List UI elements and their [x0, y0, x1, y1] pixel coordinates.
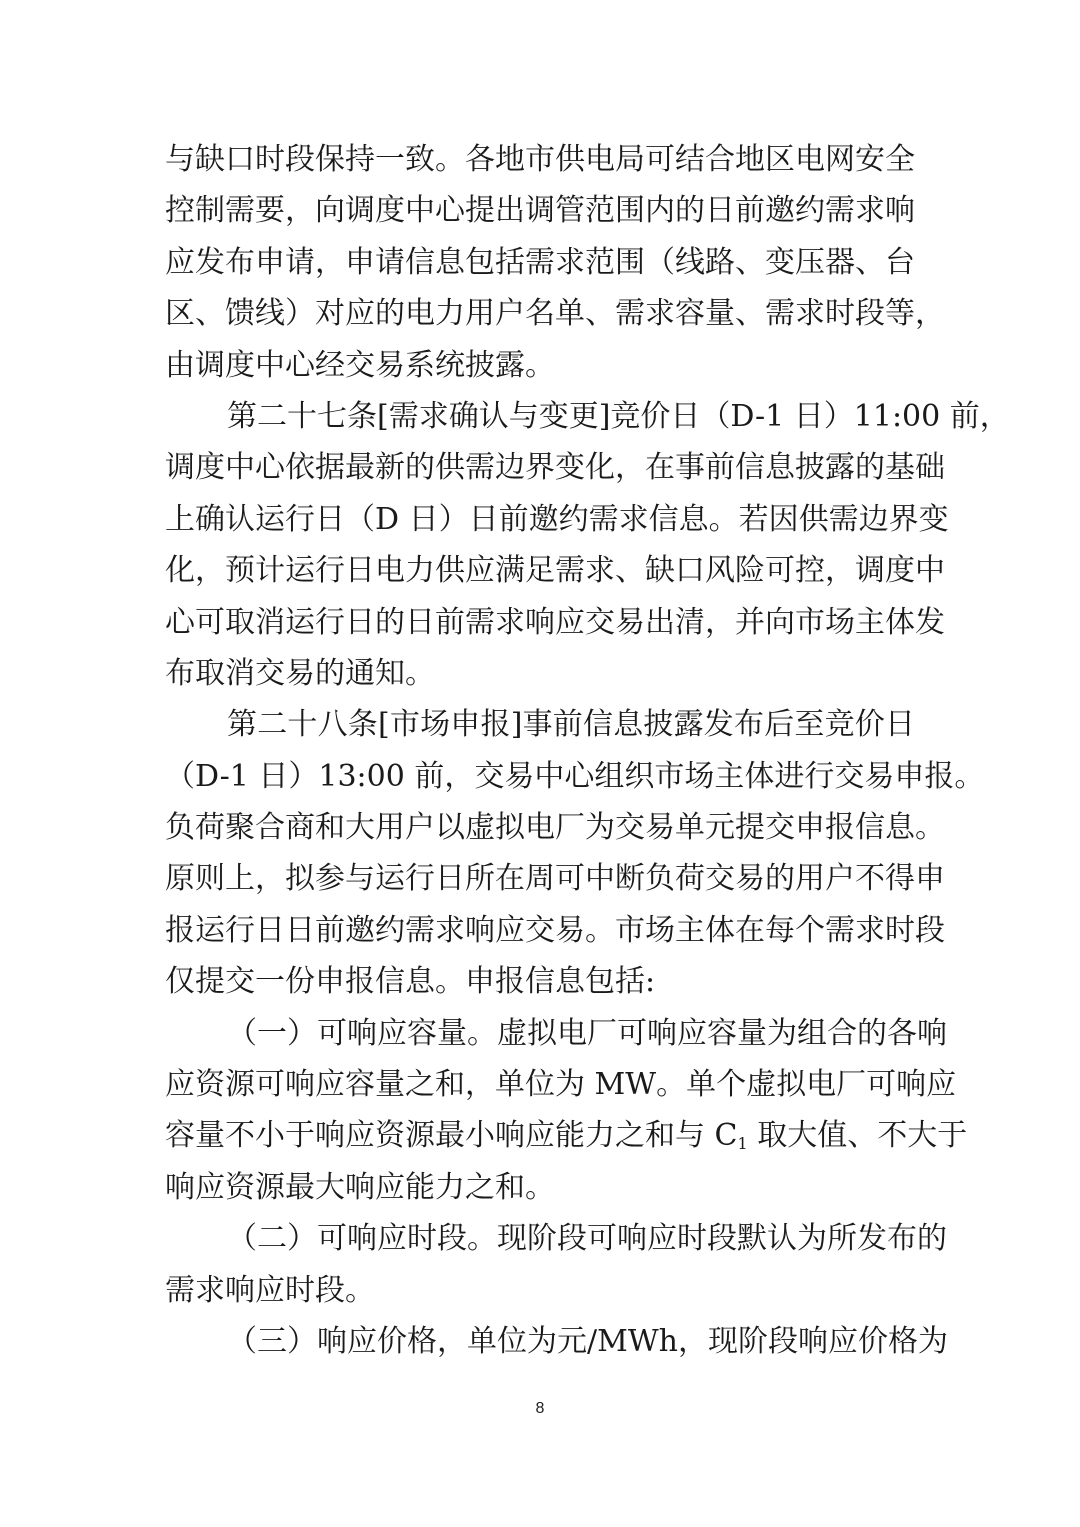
paragraph-item-3	[165, 1316, 948, 1367]
text-line: （D-1 日）13:00 前，交易中心组织市场主体进行交易申报。	[165, 758, 985, 794]
text-line: 应发布申请，申请信息包括需求范围（线路、变压器、台	[165, 244, 915, 280]
text-segment: 容量不小于响应资源最小响应能力之和与 C	[165, 1118, 738, 1154]
text-line: （一）可响应容量。虚拟电厂可响应容量为组合的各响	[227, 1015, 947, 1051]
text-line: 应资源可响应容量之和，单位为 MW。单个虚拟电厂可响应	[165, 1067, 957, 1103]
text-line: 需求响应时段。	[165, 1272, 375, 1308]
paragraph-item-1	[165, 1008, 968, 1214]
paragraph-item-2	[165, 1213, 947, 1316]
text-line: 响应资源最大响应能力之和。	[165, 1169, 555, 1205]
paragraph-article-28	[165, 699, 985, 1007]
text-line: 与缺口时段保持一致。各地市供电局可结合地区电网安全	[165, 142, 915, 177]
document-body	[165, 134, 1010, 1367]
text-line: 心可取消运行日的日前需求响应交易出清，并向市场主体发	[165, 604, 945, 640]
text-line: 仅提交一份申报信息。申报信息包括:	[165, 964, 656, 1000]
text-line: （三）响应价格，单位为元/MWh，现阶段响应价格为	[227, 1323, 948, 1359]
text-line: 调度中心依据最新的供需边界变化，在事前信息披露的基础	[165, 450, 945, 486]
text-line: 区、馈线）对应的电力用户名单、需求容量、需求时段等，	[165, 296, 945, 332]
text-line: 报运行日日前邀约需求响应交易。市场主体在每个需求时段	[165, 912, 945, 948]
paragraph	[165, 134, 945, 391]
text-line: 原则上，拟参与运行日所在周可中断负荷交易的用户不得申	[165, 861, 945, 897]
text-line: 布取消交易的通知。	[165, 655, 435, 691]
text-line: 负荷聚合商和大用户以虚拟电厂为交易单元提交申报信息。	[165, 810, 945, 846]
page-number: 8	[535, 1400, 545, 1417]
text-line-with-subscript	[165, 1110, 968, 1161]
text-line: 第二十七条[需求确认与变更]竞价日（D-1 日）11:00 前，	[227, 398, 1010, 434]
text-line: （二）可响应时段。现阶段可响应时段默认为所发布的	[227, 1221, 947, 1257]
text-line: 上确认运行日（D 日）日前邀约需求信息。若因供需边界变	[165, 501, 949, 537]
text-line: 化，预计运行日电力供应满足需求、缺口风险可控，调度中	[165, 553, 945, 589]
paragraph-article-27	[165, 391, 1010, 699]
text-segment: 取大值、不大于	[747, 1118, 968, 1154]
subscript: 1	[737, 1134, 748, 1154]
text-line: 第二十八条[市场申报]事前信息披露发布后至竞价日	[227, 707, 915, 743]
text-line: 控制需要，向调度中心提出调管范围内的日前邀约需求响	[165, 193, 915, 229]
text-line: 由调度中心经交易系统披露。	[165, 347, 555, 383]
